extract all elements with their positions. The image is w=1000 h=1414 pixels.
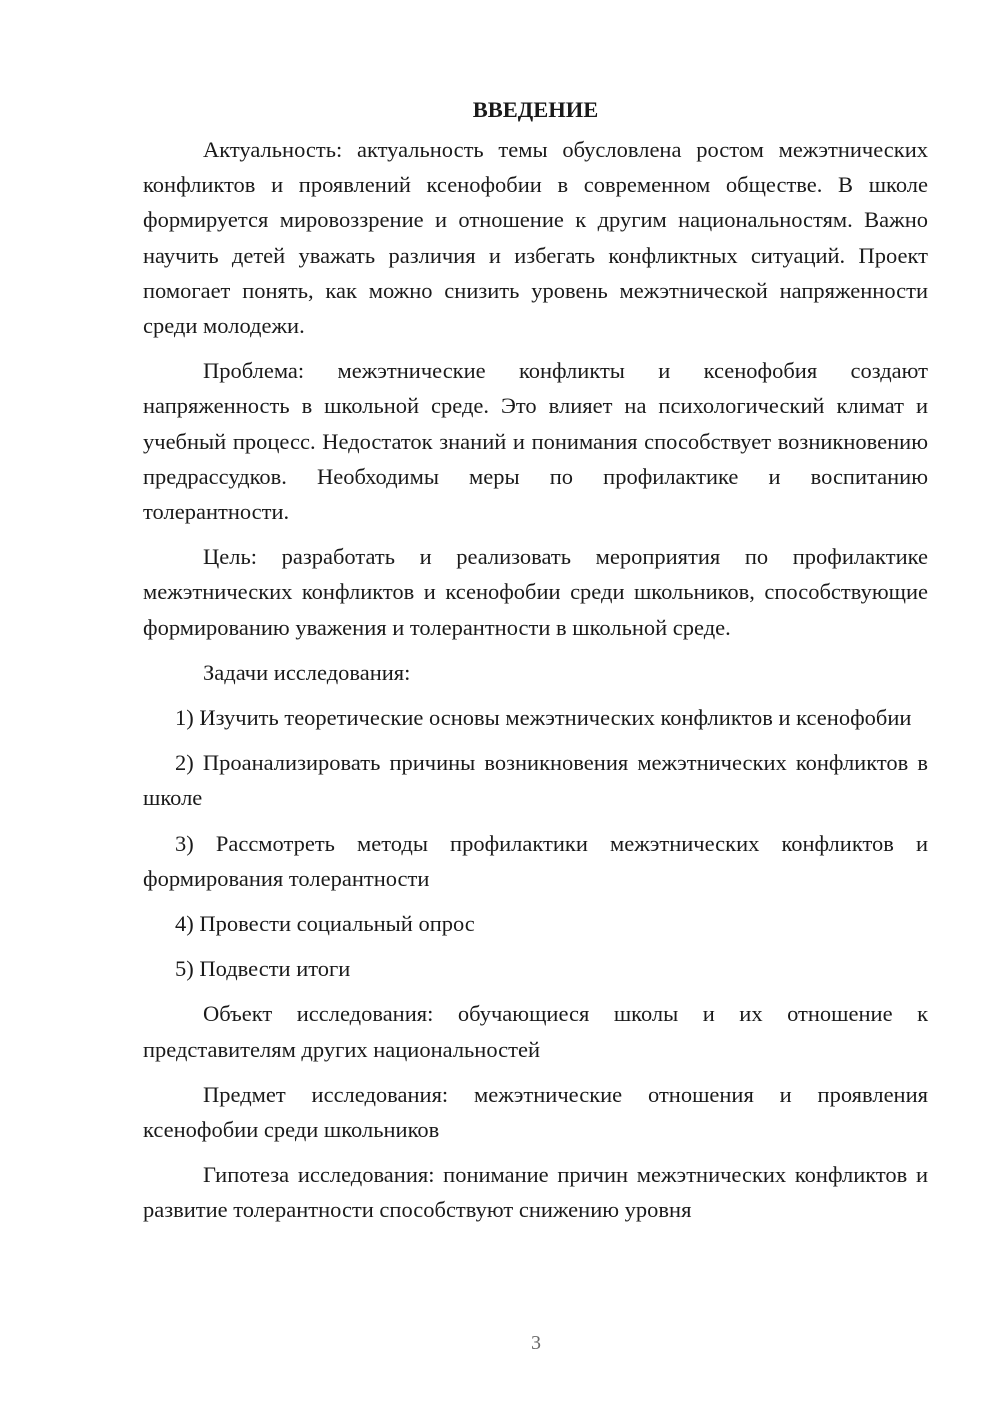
task-item-1: 1) Изучить теоретические основы межэтнических конфликтов и ксенофобии — [175, 705, 912, 731]
relevance-paragraph: Актуальность: актуальность темы обусловлена ростом межэтнических конфликтов и проявлений ксенофобии в современном обществе. В школе формируется мировоззрение и отношение к другим национальностям. Важно научить детей уважать различия и избегать конфликтных ситуаций. Проект помогает понять, как можно снизить уровень межэтнической напряженности среди молодежи. — [143, 137, 928, 339]
page-number: 3 — [531, 1332, 541, 1354]
subject-paragraph: Предмет исследования: межэтнические отношения и проявления ксенофобии среди школьников — [143, 1081, 928, 1143]
task-item-3: 3) Рассмотреть методы профилактики межэтнических конфликтов и формирования толерантности — [143, 830, 928, 891]
task-item-2: 2) Проанализировать причины возникновения межэтнических конфликтов в школе — [143, 750, 928, 811]
task-item-4: 4) Провести социальный опрос — [175, 911, 475, 937]
object-paragraph: Объект исследования: обучающиеся школы и их отношение к представителям других национальностей — [143, 1001, 928, 1062]
hypothesis-paragraph: Гипотеза исследования: понимание причин межэтнических конфликтов и развитие толерантности способствуют снижению уровня — [143, 1162, 928, 1223]
problem-paragraph: Проблема: межэтнические конфликты и ксенофобия создают напряженность в школьной среде. Это влияет на психологический климат и учебный процесс. Недостаток знаний и понимания способствует возникновению предрассудков. Необходимы меры по профилактике и воспитанию толерантности. — [143, 358, 928, 525]
task-item-5: 5) Подвести итоги — [175, 956, 351, 982]
goal-paragraph: Цель: разработать и реализовать мероприятия по профилактике межэтнических конфликтов и ксенофобии среди школьников, способствующие формированию уважения и толерантности в школьной среде. — [143, 544, 928, 640]
tasks-heading: Задачи исследования: — [203, 659, 411, 685]
page-title: ВВЕДЕНИЕ — [472, 97, 599, 122]
document-body — [143, 92, 928, 1238]
